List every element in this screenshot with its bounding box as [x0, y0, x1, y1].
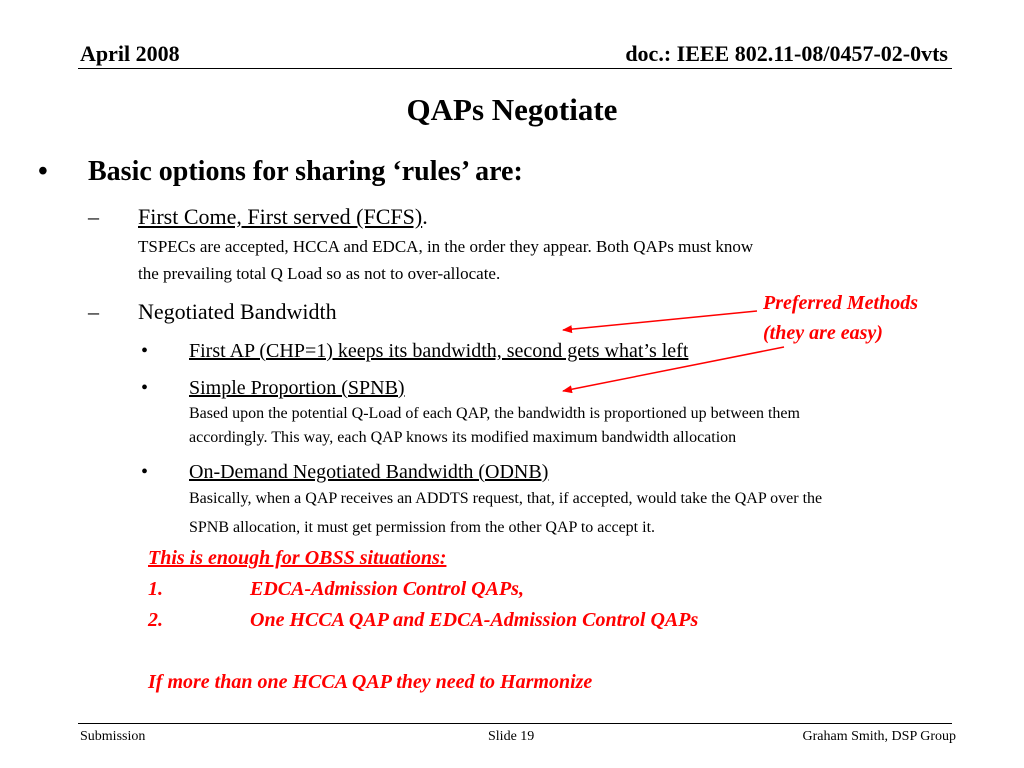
slide-title: QAPs Negotiate	[406, 92, 618, 127]
obss-num-2: 2.	[148, 609, 163, 631]
chp-item-label: First AP (CHP=1) keeps its bandwidth, second gets what’s left	[189, 340, 689, 362]
obss-item-1: EDCA-Admission Control QAPs,	[250, 578, 524, 600]
footer-slide-number: Slide 19	[488, 729, 535, 744]
spnb-desc-line1: Based upon the potential Q-Load of each QAP, the bandwidth is proportioned up between them	[189, 405, 800, 422]
callout-line1: Preferred Methods	[763, 292, 918, 314]
fcfs-desc-line2: the prevailing total Q Load so as not to over-allocate.	[138, 264, 501, 283]
spnb-desc-line2: accordingly. This way, each QAP knows its modified maximum bandwidth allocation	[189, 429, 737, 446]
fcfs-label: First Come, First served (FCFS)	[138, 204, 423, 229]
footer-submission: Submission	[80, 729, 146, 744]
obss-num-1: 1.	[148, 578, 163, 600]
fcfs-desc-line1: TSPECs are accepted, HCCA and EDCA, in the order they appear. Both QAPs must know	[138, 237, 754, 256]
footer-rule	[78, 723, 952, 724]
sub-bullet-marker: •	[141, 461, 149, 483]
obss-item-2: One HCCA QAP and EDCA-Admission Control QAPs	[250, 609, 699, 631]
dash-marker: –	[88, 299, 99, 324]
fcfs-suffix: .	[422, 204, 428, 229]
footer-author: Graham Smith, DSP Group	[802, 729, 956, 744]
bullet-main-text: Basic options for sharing ‘rules’ are:	[88, 156, 523, 187]
odnb-desc-line1: Basically, when a QAP receives an ADDTS request, that, if accepted, would take the QAP over the	[189, 490, 823, 507]
negotiated-label: Negotiated Bandwidth	[138, 299, 337, 324]
bullet-marker: •	[38, 156, 48, 187]
dash-marker: –	[88, 204, 99, 229]
odnb-item-label: On-Demand Negotiated Bandwidth (ODNB)	[189, 461, 549, 483]
odnb-desc-line2: SPNB allocation, it must get permission from the other QAP to accept it.	[189, 519, 656, 536]
arrow-to-spnb	[563, 347, 784, 391]
sub-bullet-marker: •	[141, 340, 149, 362]
header-date: April 2008	[80, 41, 180, 66]
callout-line2: (they are easy)	[763, 322, 883, 344]
sub-bullet-marker: •	[141, 377, 149, 399]
spnb-item-label: Simple Proportion (SPNB)	[189, 377, 405, 399]
arrow-to-chp	[563, 311, 757, 330]
obss-heading: This is enough for OBSS situations:	[148, 547, 447, 569]
header-doc-id: doc.: IEEE 802.11-08/0457-02-0vts	[625, 41, 948, 66]
obss-closing: If more than one HCCA QAP they need to Harmonize	[148, 671, 593, 693]
